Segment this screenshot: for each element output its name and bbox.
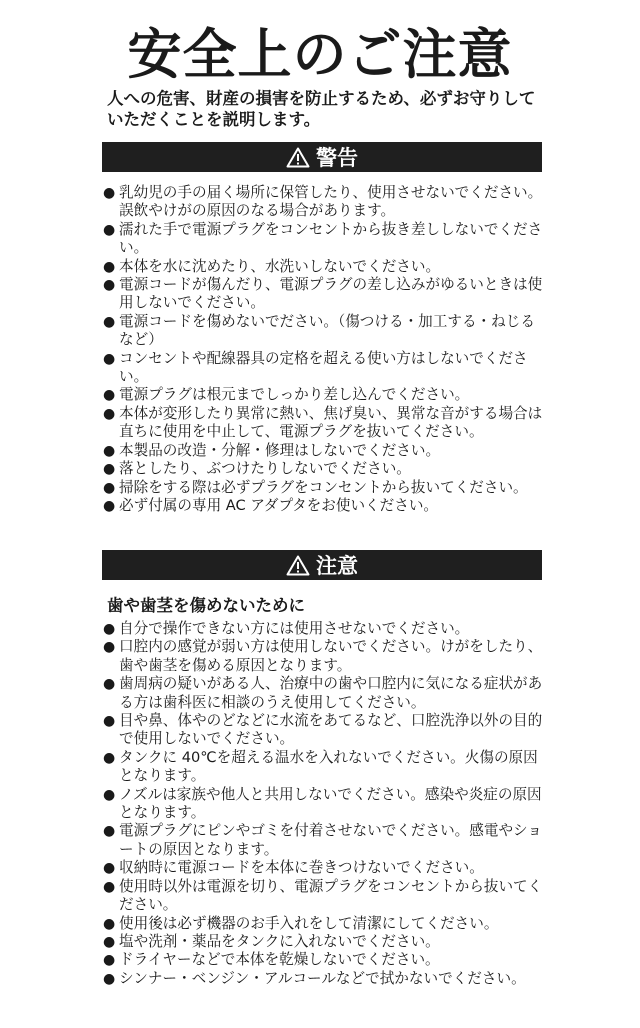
list-item: ● 濡れた手で電源プラグをコンセントから抜き差ししないでください。 — [103, 221, 543, 258]
list-item: ● 電源コードが傷んだり、電源プラグの差し込みがゆるいときは使用しないでください。 — [103, 276, 543, 313]
intro-text: 人への危害、財産の損害を防止するため、必ずお守りしていただくことを説明します。 — [107, 89, 536, 129]
list-item: ● 自分で操作できない方には使用させないでください。 — [103, 620, 543, 638]
warning-header — [102, 142, 542, 172]
list-item: ● 必ず付属の専用 AC アダプタをお使いください。 — [103, 497, 543, 515]
list-item: ● シンナー・ベンジン・アルコールなどで拭かないでください。 — [103, 970, 543, 988]
caution-heading: 注意 — [316, 554, 358, 578]
list-item: ● 本製品の改造・分解・修理はしないでください。 — [103, 442, 543, 460]
warning-triangle-icon — [286, 147, 310, 168]
caution-header — [102, 550, 542, 580]
list-item: ● 収納時に電源コードを本体に巻きつけないでください。 — [103, 859, 543, 877]
list-item: ● ドライヤーなどで本体を乾燥しないでください。 — [103, 951, 543, 969]
list-item: ● コンセントや配線器具の定格を超える使い方はしないでください。 — [103, 350, 543, 387]
list-item: ● 電源プラグにピンやゴミを付着させないでください。感電やショートの原因となります。 — [103, 822, 543, 859]
list-item: ● 乳幼児の手の届く場所に保管したり、使用させないでください。誤飲やけがの原因のなる場合があります。 — [103, 184, 543, 221]
list-item: ● 本体を水に沈めたり、水洗いしないでください。 — [103, 258, 543, 276]
list-item: ● 歯周病の疑いがある人、治療中の歯や口腔内に気になる症状がある方は歯科医に相談のうえ使用してください。 — [103, 675, 543, 712]
warning-heading: 警告 — [316, 146, 358, 170]
warning-list — [103, 184, 543, 515]
list-item: ● 塩や洗剤・薬品をタンクに入れないでください。 — [103, 933, 543, 951]
list-item: ● タンクに 40℃を超える温水を入れないでください。火傷の原因となります。 — [103, 749, 543, 786]
list-item: ● 口腔内の感覚が弱い方は使用しないでください。けがをしたり、歯や歯茎を傷める原因となります。 — [103, 638, 543, 675]
list-item: ● 電源コードを傷めないでださい。（傷つける・加工する・ねじるなど） — [103, 313, 543, 350]
list-item: ● 目や鼻、体やのどなどに水流をあてるなど、口腔洗浄以外の目的で使用しないでください。 — [103, 712, 543, 749]
list-item: ● 使用後は必ず機器のお手入れをして清潔にしてください。 — [103, 915, 543, 933]
caution-triangle-icon — [286, 555, 310, 576]
caution-subheading: 歯や歯茎を傷めないために — [107, 596, 305, 615]
page-title: 安全上のご注意 — [127, 23, 513, 86]
caution-list — [103, 620, 543, 988]
list-item: ● 電源プラグは根元までしっかり差し込んでください。 — [103, 386, 543, 404]
list-item: ● 掃除をする際は必ずプラグをコンセントから抜いてください。 — [103, 479, 543, 497]
list-item: ● ノズルは家族や他人と共用しないでください。感染や炎症の原因となります。 — [103, 786, 543, 823]
list-item: ● 本体が変形したり異常に熱い、焦げ臭い、異常な音がする場合は直ちに使用を中止して、電源プラグを抜いてください。 — [103, 405, 543, 442]
list-item: ● 使用時以外は電源を切り、電源プラグをコンセントから抜いてください。 — [103, 878, 543, 915]
list-item: ● 落としたり、ぶつけたりしないでください。 — [103, 460, 543, 478]
